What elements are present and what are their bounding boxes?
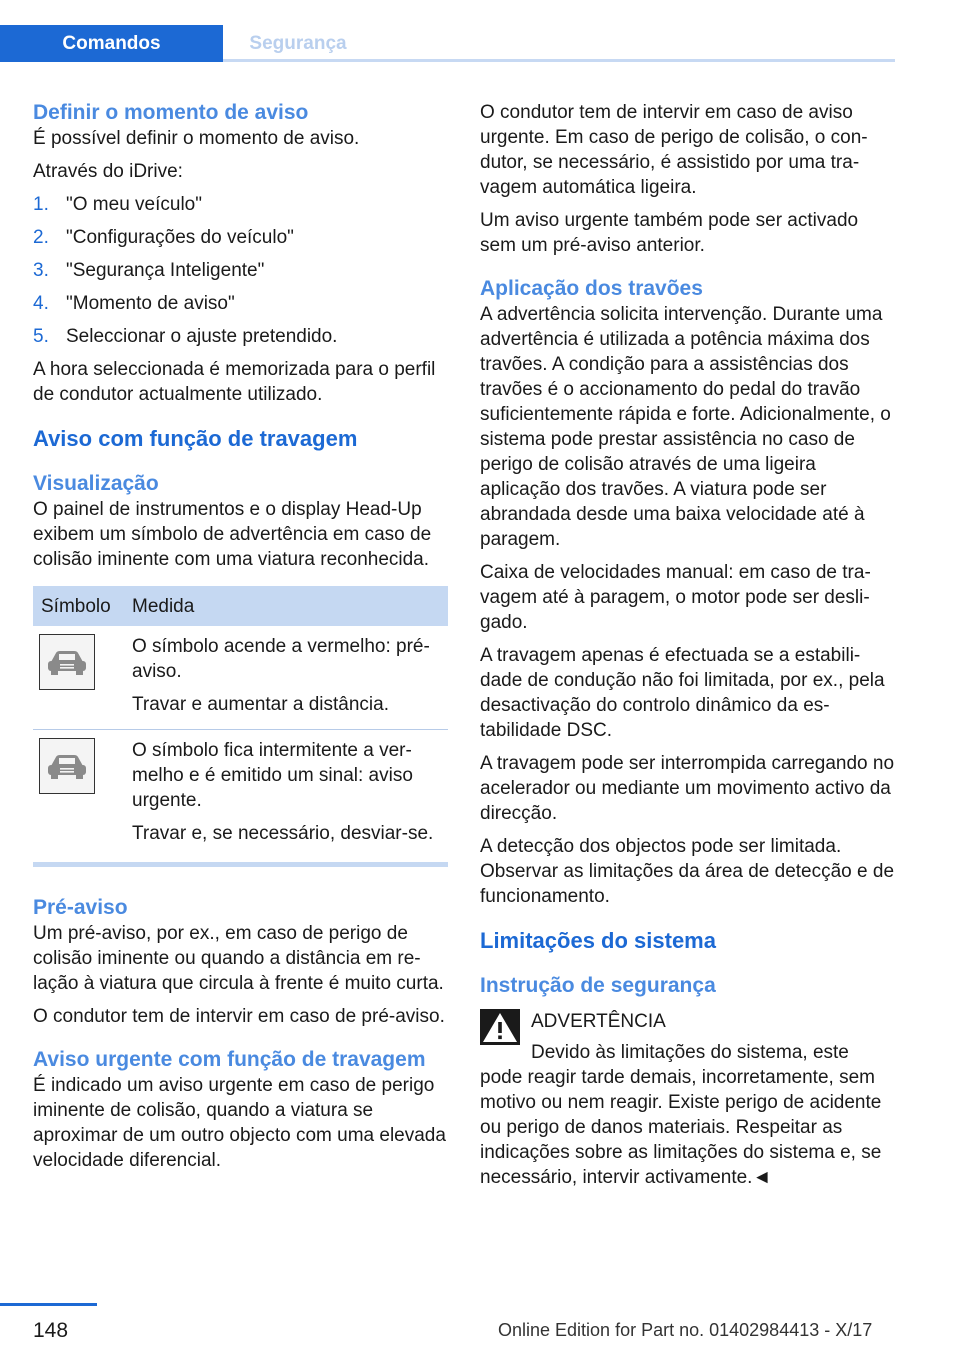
edition-text: Online Edition for Part no. 01402984413 - X/17 [498, 1320, 873, 1340]
heading-aviso-urgente: Aviso urgente com função de travagem [33, 1048, 426, 1071]
para-idrive: Através do iDrive: [33, 161, 183, 182]
list-item: 4. "Momento de aviso" [33, 293, 235, 314]
warning-block [480, 1009, 895, 1040]
para-condutor-pre: O condutor tem de intervir em caso de pré-aviso. [33, 1006, 445, 1027]
warning-text: Devido às limitações do sistema, este pode reagir tarde demais, incorretamente, sem motivo ou nem reagir. Existe perigo de acidente ou perigo de danos materiais. Respeitar as indicações sobre as limitações do sistema e, se necessário, intervir activamente.◄ [480, 1042, 882, 1188]
list-item: 3. "Segurança Inteligente" [33, 260, 265, 281]
para-painel: O painel de instrumentos e o display Head-Up exibem um símbolo de advertência em caso de colisão iminente com uma viatura reconhecida. [33, 499, 432, 570]
tab-seguranca[interactable]: Segurança [249, 33, 347, 54]
heading-definir: Definir o momento de aviso [33, 101, 309, 124]
para-um-aviso: Um aviso urgente também pode ser activado sem um pré-aviso anterior. [480, 210, 859, 256]
para-caixa: Caixa de velocidades manual: em caso de travagem até à paragem, o motor pode ser desligado. [480, 562, 871, 633]
warning-triangle-icon [480, 1009, 520, 1052]
para-hora: A hora seleccionada é memorizada para o perfil de condutor actualmente utilizado. [33, 359, 436, 405]
heading-aplicacao: Aplicação dos travões [480, 277, 703, 300]
para-possivel: É possível definir o momento de aviso. [33, 128, 360, 149]
heading-aviso-funcao: Aviso com função de travagem [33, 426, 358, 451]
footer-rule [0, 1303, 97, 1306]
para-advertencia: A advertência solicita intervenção. Durante uma advertência é utilizada a potência máxima dos travões. A condição para a assistências dos travões é o accionamento do pedal do travão suficientemente rápida e forte. Adicionalmente, o sistema pode prestar assistência no caso de perigo de colisão através de uma ligeira aplicação dos travões. A viatura pode ser abrandada desde uma baixa velocidade até à paragem. [480, 304, 891, 550]
para-preaviso: Um pré-aviso, por ex., em caso de perigo de colisão iminente ou quando a distância em relação à viatura que circula à frente é muito curta. [33, 923, 444, 994]
right-column [480, 100, 895, 1190]
heading-instrucao: Instrução de segurança [480, 974, 716, 997]
row2-text-a: O símbolo fica intermitente a vermelho e é emitido um sinal: aviso urgente. [132, 740, 413, 811]
heading-preaviso: Pré-aviso [33, 896, 128, 919]
heading-limitacoes: Limitações do sistema [480, 928, 716, 953]
row1-text-a: O símbolo acende a vermelho: pré-aviso. [132, 636, 430, 682]
para-urgente: É indicado um aviso urgente em caso de perigo iminente de colisão, quando a viatura se aproximar de um outro objecto com uma elevada velocidade diferencial. [33, 1075, 446, 1171]
list-item: 1. "O meu veículo" [33, 194, 202, 215]
row2-text-b: Travar e, se necessário, desviar-se. [132, 823, 434, 844]
para-condutor-urgente: O condutor tem de intervir em caso de aviso urgente. Em caso de perigo de colisão, o condutor, se necessário, é assistido por uma travagem automática ligeira. [480, 102, 868, 198]
table-row [33, 730, 448, 859]
symbol-table [33, 586, 448, 858]
left-column [33, 100, 448, 1173]
para-deteccao: A detecção dos objectos pode ser limitada. Observar as limitações da área de detecção e de funcionamento. [480, 836, 895, 907]
header-tabs [0, 25, 895, 62]
warning-title: ADVERTÊNCIA [531, 1011, 666, 1032]
header-rule [223, 59, 895, 62]
para-travagem: A travagem apenas é efectuada se a estabilidade de condução não foi limitada, por ex., pela desactivação do controlo dinâmico da estabilidade DSC. [480, 645, 885, 741]
car-warning-icon [39, 738, 95, 794]
table-header-simbolo: Símbolo [33, 586, 132, 626]
list-item: 2. "Configurações do veículo" [33, 227, 294, 248]
table-header-medida: Medida [132, 586, 448, 626]
heading-visualizacao: Visualização [33, 472, 159, 495]
car-warning-icon [39, 634, 95, 690]
para-interrompida: A travagem pode ser interrompida carregando no acelerador ou mediante um movimento activo da direcção. [480, 753, 895, 824]
table-row [33, 626, 448, 730]
steps-list [33, 192, 448, 349]
tab-comandos[interactable]: Comandos [0, 25, 223, 62]
row1-text-b: Travar e aumentar a distância. [132, 694, 389, 715]
list-item: 5. Seleccionar o ajuste pretendido. [33, 326, 338, 347]
page-number: 148 [33, 1319, 69, 1342]
